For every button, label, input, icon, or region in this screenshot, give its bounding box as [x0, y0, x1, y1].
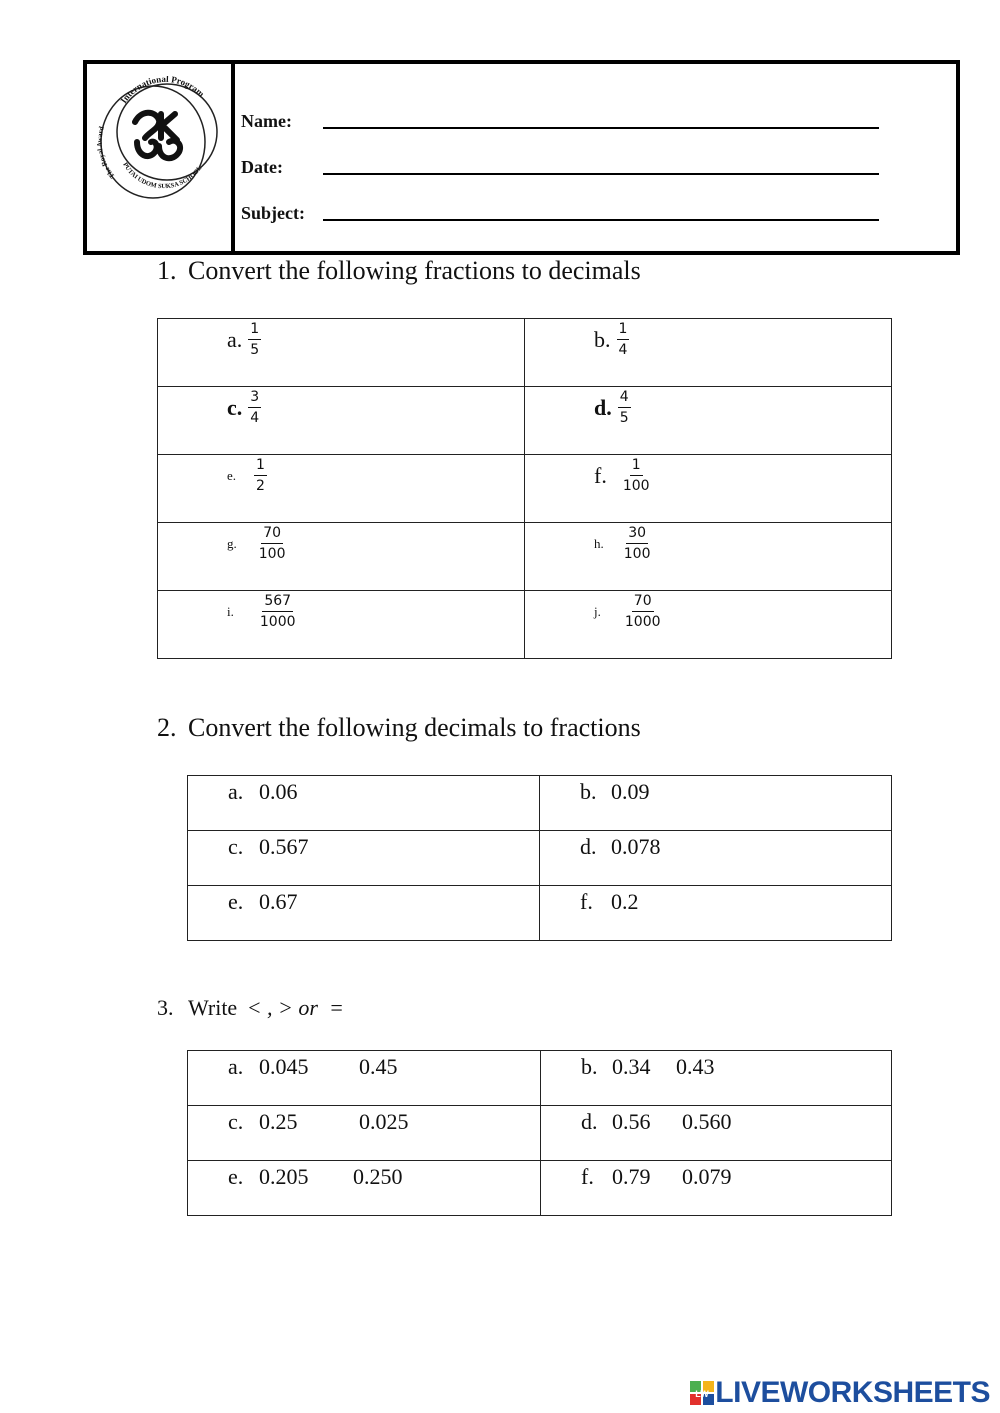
date-label: Date:: [241, 157, 283, 177]
name-input-line[interactable]: [323, 111, 879, 129]
item-letter: e.: [228, 1164, 244, 1189]
decimal-value: 0.567: [259, 834, 309, 859]
fraction: [258, 593, 298, 630]
numerator: 70: [632, 593, 654, 612]
fraction-cell: [158, 455, 525, 523]
compare-cell: [188, 1106, 541, 1161]
fraction-cell: [525, 319, 892, 387]
brand-name: LIVEWORKSHEETS: [715, 1376, 990, 1409]
item-letter: d.: [581, 1109, 598, 1134]
logo-text-top: International Program: [118, 76, 207, 106]
fraction: [257, 525, 288, 562]
decimal-item-e: [228, 889, 298, 915]
item-letter: a.: [228, 779, 244, 804]
name-label: Name:: [241, 111, 292, 131]
item-letter: g.: [227, 535, 237, 551]
section1-title: Convert the following fractions to decimals: [188, 256, 641, 285]
fraction-cell: [158, 387, 525, 455]
fraction-item-b: [594, 321, 629, 358]
school-logo: [95, 76, 221, 202]
fraction-item-j: [594, 593, 663, 630]
logo-text-left: The Royal Award: [95, 125, 117, 180]
fraction: [622, 525, 653, 562]
fraction: [254, 457, 267, 494]
numerator: 567: [262, 593, 293, 612]
decimal-cell: [188, 776, 540, 831]
fraction-item-c: [227, 389, 261, 426]
decimal-value: 0.2: [611, 889, 639, 914]
fraction: [248, 389, 261, 426]
header-box: [83, 60, 960, 255]
denominator: 2: [256, 478, 265, 495]
section2-number: 2.: [157, 713, 177, 742]
fraction-cell: [525, 591, 892, 659]
fraction-item-d: [594, 389, 631, 426]
compare-item-a: [228, 1054, 398, 1080]
fraction: [617, 321, 630, 358]
compare-left-value: 0.25: [259, 1109, 298, 1134]
numerator: 70: [261, 525, 283, 544]
denominator: 5: [250, 342, 260, 359]
fraction-item-g: [227, 525, 287, 562]
denominator: 4: [618, 342, 628, 359]
fraction: [248, 321, 261, 358]
item-letter: b.: [581, 1054, 598, 1079]
fraction-item-h: [594, 525, 652, 562]
denominator: 100: [258, 546, 286, 563]
compare-table: [187, 1050, 892, 1216]
compare-right-value: 0.43: [676, 1054, 715, 1079]
logo-letters: LW: [695, 1389, 710, 1399]
numerator: 1: [617, 321, 630, 340]
decimal-table: [187, 775, 892, 941]
fraction-item-e: [227, 457, 267, 494]
fraction-item-i: [227, 593, 298, 630]
item-letter: d.: [594, 394, 612, 420]
denominator: 100: [623, 546, 651, 563]
decimal-value: 0.67: [259, 889, 298, 914]
subject-field-row: [241, 203, 879, 224]
decimal-value: 0.06: [259, 779, 298, 804]
fraction-cell: [158, 319, 525, 387]
compare-cell: [188, 1051, 541, 1106]
fraction-item-f: [594, 457, 652, 494]
svg-text:The Royal Award: [96, 125, 117, 180]
decimal-item-a: [228, 779, 298, 805]
compare-left-value: 0.34: [612, 1054, 651, 1079]
decimal-item-d: [580, 834, 661, 860]
decimal-cell: [540, 776, 892, 831]
item-letter: h.: [594, 535, 604, 551]
section3-number: 3.: [157, 995, 174, 1020]
section1-number: 1.: [157, 256, 177, 285]
numerator: 1: [254, 457, 267, 476]
logo-text-bottom: PUTAI UDOM SUKSA SCHOOL: [121, 161, 204, 191]
date-input-line[interactable]: [323, 157, 879, 175]
student-info-fields: [235, 64, 956, 251]
decimal-item-b: [580, 779, 650, 805]
item-letter: d.: [580, 834, 597, 859]
compare-left-value: 0.045: [259, 1054, 309, 1079]
decimal-cell: [540, 831, 892, 886]
fraction-cell: [158, 523, 525, 591]
decimal-cell: [188, 886, 540, 941]
section3-title-prefix: Write: [188, 995, 238, 1020]
item-letter: b.: [580, 779, 597, 804]
section1-heading: [157, 256, 641, 286]
decimal-item-f: [580, 889, 639, 915]
numerator: 3: [248, 389, 261, 408]
date-field-row: [241, 157, 879, 178]
compare-cell: [188, 1161, 541, 1216]
liveworksheets-logo-icon: [689, 1380, 715, 1406]
compare-item-f: [581, 1164, 732, 1190]
fraction-item-a: [227, 321, 261, 358]
decimal-value: 0.09: [611, 779, 650, 804]
decimal-item-c: [228, 834, 309, 860]
item-letter: f.: [581, 1164, 594, 1189]
item-letter: a.: [228, 1054, 244, 1079]
logo-cell: [87, 64, 235, 251]
numerator: 1: [630, 457, 643, 476]
compare-cell: [541, 1051, 892, 1106]
fraction-cell: [525, 387, 892, 455]
denominator: 1000: [259, 614, 296, 631]
item-letter: e.: [227, 467, 237, 483]
item-letter: a.: [227, 326, 243, 352]
liveworksheets-brand[interactable]: [689, 1376, 990, 1410]
decimal-cell: [188, 831, 540, 886]
logo-emblem: [135, 113, 180, 159]
item-letter: i.: [227, 603, 234, 619]
section2-heading: [157, 713, 641, 743]
compare-cell: [541, 1106, 892, 1161]
compare-item-b: [581, 1054, 715, 1080]
section2-title: Convert the following decimals to fractions: [188, 713, 641, 742]
svg-text:PUTAI UDOM SUKSA SCHOOL: [121, 161, 204, 190]
item-letter: c.: [228, 834, 244, 859]
compare-right-value: 0.079: [682, 1164, 732, 1189]
subject-input-line[interactable]: [323, 203, 879, 221]
decimal-value: 0.078: [611, 834, 661, 859]
compare-right-value: 0.45: [359, 1054, 398, 1079]
compare-cell: [541, 1161, 892, 1216]
compare-right-value: 0.560: [682, 1109, 732, 1134]
fraction: [618, 389, 631, 426]
item-letter: c.: [227, 394, 243, 420]
item-letter: f.: [580, 889, 593, 914]
decimal-cell: [540, 886, 892, 941]
fraction: [623, 593, 663, 630]
fraction-cell: [158, 591, 525, 659]
item-letter: f.: [594, 462, 607, 488]
section3-title-math: < , > or =: [246, 995, 344, 1020]
section3-heading: [157, 995, 344, 1021]
item-letter: c.: [228, 1109, 244, 1134]
compare-right-value: 0.250: [353, 1164, 403, 1189]
numerator: 1: [248, 321, 261, 340]
compare-left-value: 0.205: [259, 1164, 309, 1189]
fraction-cell: [525, 523, 892, 591]
denominator: 100: [622, 478, 650, 495]
numerator: 4: [618, 389, 631, 408]
numerator: 30: [626, 525, 648, 544]
fraction: [621, 457, 652, 494]
item-letter: e.: [228, 889, 244, 914]
denominator: 1000: [624, 614, 661, 631]
compare-left-value: 0.79: [612, 1164, 651, 1189]
fraction-cell: [525, 455, 892, 523]
compare-item-c: [228, 1109, 409, 1135]
item-letter: j.: [594, 603, 601, 619]
compare-item-d: [581, 1109, 732, 1135]
subject-label: Subject:: [241, 203, 305, 223]
name-field-row: [241, 111, 879, 132]
fraction-table: [157, 318, 892, 659]
denominator: 4: [250, 410, 260, 427]
compare-item-e: [228, 1164, 403, 1190]
svg-text:International Program: [118, 76, 206, 105]
compare-right-value: 0.025: [359, 1109, 409, 1134]
compare-left-value: 0.56: [612, 1109, 651, 1134]
item-letter: b.: [594, 326, 611, 352]
denominator: 5: [619, 410, 629, 427]
